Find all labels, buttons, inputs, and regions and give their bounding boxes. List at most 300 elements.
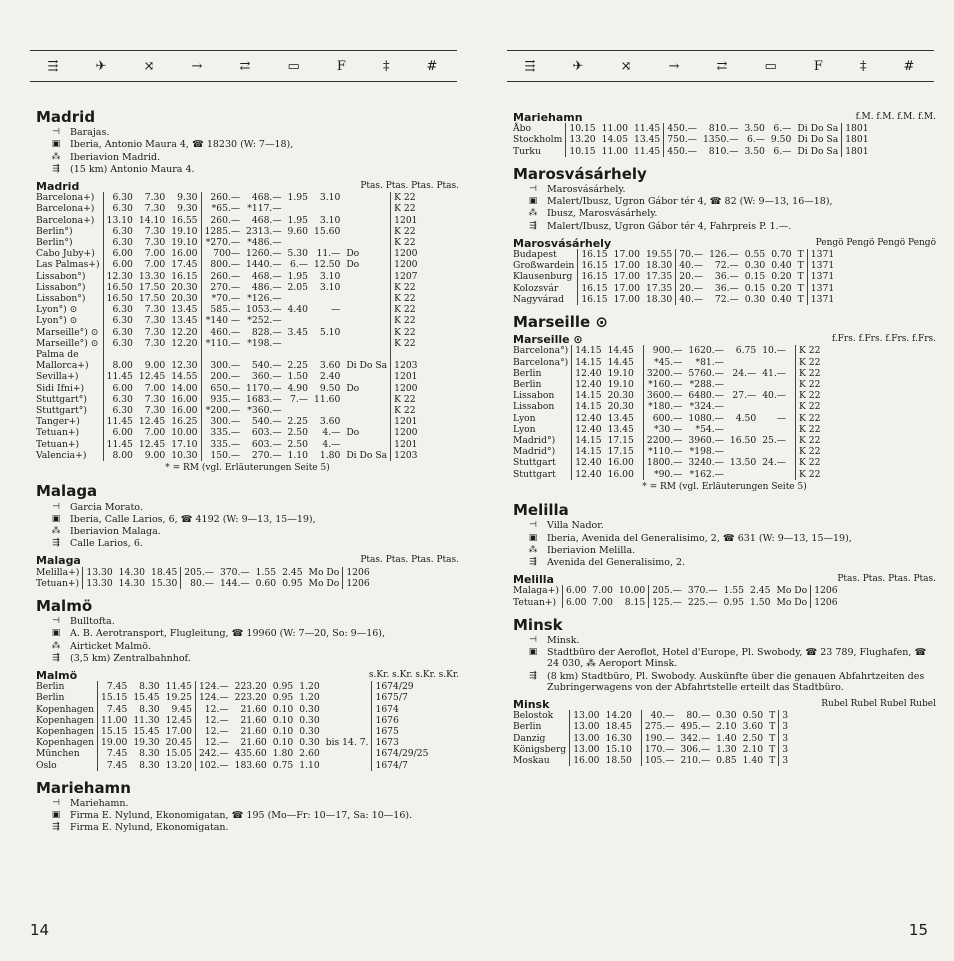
table-cell: 7.00 — [144, 248, 166, 260]
table-row — [36, 304, 421, 315]
table-cell: 1207 — [391, 271, 421, 282]
table-row — [36, 338, 421, 349]
table-cell: 223.20 — [234, 692, 267, 704]
timetable-origin: Marseille ⊙ — [513, 333, 583, 347]
table-cell: 205.— — [181, 567, 217, 578]
table-cell: 486.— — [251, 281, 282, 293]
table-cell: 0.70 — [771, 249, 792, 261]
table-cell: K 22 — [391, 203, 421, 214]
table-cell: Åbo — [513, 123, 532, 135]
right-page — [477, 0, 954, 961]
table-cell — [285, 237, 311, 248]
table-cell: 17.00 — [165, 725, 192, 737]
table-cell: Tetuan+) — [36, 438, 80, 450]
table-row — [513, 733, 791, 744]
table-cell: 1.10 — [299, 759, 320, 771]
table-cell: *70.— — [201, 293, 243, 304]
table-cell: 1053.— — [246, 304, 282, 316]
table-cell — [343, 192, 390, 203]
table-cell — [243, 349, 285, 360]
city-section — [513, 164, 936, 305]
table-cell: 2.40 — [319, 371, 341, 383]
table-cell: K 22 — [391, 327, 421, 338]
table-cell: Kopenhagen — [36, 714, 95, 726]
table-cell: Mallorca+) — [36, 360, 89, 372]
table-cell: 17.35 — [645, 282, 673, 294]
table-cell: 370.— — [219, 566, 250, 578]
table-cell: 11.45 — [103, 439, 136, 450]
table-cell: Kopenhagen — [36, 737, 95, 749]
info-text: (8 km) Stadtbüro, Pl. Swobody. Auskünfte über die genauen Abfahrtzeiten des Zubringerwagens von der Abfahrtstelle erteilt das Stadtbüro. — [547, 670, 925, 693]
table-cell: 0.10 — [272, 703, 294, 715]
city-title: Marseille ⊙ — [513, 313, 608, 332]
table-cell: Mo Do — [308, 577, 340, 589]
info-text: Bulltofta. — [70, 616, 115, 628]
table-cell — [343, 293, 390, 304]
city-section — [513, 501, 936, 608]
table-cell: *198.— — [689, 446, 724, 458]
bus-icon: ⇶ — [52, 822, 60, 833]
table-cell: Kolozsvár — [513, 282, 559, 294]
table-cell: 1170.— — [246, 382, 282, 394]
header-symbol: F — [813, 58, 825, 74]
footnote: * = RM (vgl. Erläuterungen Seite 5) — [165, 463, 330, 474]
table-cell: 7.30 — [144, 393, 166, 405]
table-cell: 460.— — [201, 327, 243, 338]
table-cell — [343, 282, 390, 293]
table-cell — [311, 338, 343, 349]
table-cell — [727, 357, 759, 368]
table-cell: 306.— — [680, 743, 711, 755]
table-cell: 4.40 — [287, 304, 308, 316]
table-cell: 24.— — [762, 457, 786, 469]
table-cell — [343, 215, 390, 226]
table-row — [513, 249, 837, 260]
table-cell: 3.10 — [319, 281, 341, 293]
table-cell: 11.00 — [98, 715, 131, 726]
header-symbol: ⤨ — [620, 58, 634, 74]
table-cell: 15.45 — [133, 692, 160, 704]
table-cell: Di Do Sa — [797, 134, 839, 146]
table-cell: Tetuan+) — [36, 427, 80, 439]
table-cell: 7.45 — [98, 681, 131, 692]
table-cell — [727, 446, 759, 457]
airport-icon: ⊣ — [52, 616, 60, 627]
table-cell: 13.30 — [138, 270, 166, 282]
table-cell: 11.45 — [103, 416, 136, 427]
info-line — [525, 208, 936, 219]
table-cell: Klausenburg — [513, 271, 573, 283]
table-cell: 260.— — [201, 215, 243, 226]
table-cell: *54.— — [695, 423, 724, 435]
table-cell: 19.10 — [171, 237, 198, 249]
airport-icon: ⊣ — [529, 520, 537, 531]
timetable — [513, 710, 791, 766]
table-cell: 450.— — [664, 146, 700, 157]
table-cell: 36.— — [714, 271, 739, 283]
table-cell: 13.00 — [570, 744, 603, 755]
info-line — [525, 221, 936, 232]
table-cell: 14.20 — [605, 710, 632, 722]
table-cell: 242.— — [195, 748, 231, 759]
table-cell: 6.00 — [562, 585, 589, 596]
info-line — [48, 798, 459, 809]
table-cell: 8.30 — [139, 703, 160, 715]
info-text: Malert/Ibusz, Ugron Gábor tér 4, Fahrpreis P. 1.—. — [547, 220, 792, 232]
table-cell: 8.00 — [103, 450, 136, 461]
table-cell: K 22 — [796, 457, 824, 468]
table-cell: K 22 — [796, 469, 824, 480]
table-cell: 7.00 — [144, 259, 166, 271]
footnote: * = RM (vgl. Erläuterungen Seite 5) — [642, 481, 807, 492]
table-cell: 7.30 — [144, 192, 166, 204]
timetable-origin: Malmö — [36, 668, 78, 682]
table-row — [513, 721, 791, 732]
table-cell: 14.15 — [572, 435, 605, 446]
table-cell: *81.— — [695, 356, 724, 368]
table-cell: 1371 — [807, 283, 837, 294]
table-row — [36, 215, 421, 226]
table-cell: T — [769, 732, 776, 744]
table-cell: 14.30 — [118, 577, 145, 589]
table-cell: 183.60 — [234, 759, 267, 771]
table-row — [513, 390, 823, 401]
table-row — [36, 248, 421, 259]
table-cell: 3.45 — [287, 326, 308, 338]
table-cell: K 22 — [391, 293, 421, 304]
table-cell: 6.75 — [735, 345, 757, 357]
table-cell: Lissabon°) — [36, 293, 86, 305]
table-cell: 3 — [779, 710, 791, 721]
table-cell: 17.00 — [613, 271, 640, 283]
timetable-title — [513, 334, 936, 345]
table-cell: Berlin — [513, 367, 542, 379]
table-cell: bis 14. 7. — [325, 737, 369, 749]
table-cell: Do — [346, 259, 360, 271]
table-cell: 17.10 — [171, 438, 198, 450]
table-cell: 12.45 — [165, 714, 192, 726]
timetable — [36, 681, 431, 771]
table-cell: *110.— — [643, 446, 685, 457]
table-cell — [727, 469, 759, 480]
table-cell: 16.15 — [171, 270, 198, 282]
table-cell: 16.00 — [607, 457, 634, 469]
table-cell: 8.30 — [139, 759, 160, 771]
table-cell: Berlin — [513, 379, 542, 391]
table-cell: 435.60 — [234, 748, 267, 760]
table-cell — [343, 371, 390, 382]
table-cell: 1206 — [343, 578, 373, 589]
table-cell: Marseille°) ⊙ — [36, 326, 99, 338]
table-cell: T — [797, 293, 804, 305]
table-cell: 828.— — [251, 326, 282, 338]
table-cell: 7.00 — [144, 382, 166, 394]
table-row — [36, 203, 421, 214]
table-cell: 13.45 — [633, 134, 661, 146]
table-row — [36, 681, 431, 692]
table-cell — [103, 349, 136, 360]
table-cell — [343, 203, 390, 214]
table-cell: 6.00 — [103, 248, 136, 259]
table-cell: 19.10 — [171, 225, 198, 237]
table-row — [513, 413, 823, 424]
table-cell: 1206 — [811, 597, 841, 608]
table-cell: *270.— — [201, 237, 243, 248]
table-row — [36, 715, 431, 726]
timetable — [36, 192, 421, 461]
table-cell: 0.20 — [771, 271, 792, 283]
table-cell: K 22 — [796, 368, 824, 379]
table-cell: K 22 — [391, 338, 421, 349]
table-cell: 14.15 — [572, 357, 605, 368]
table-cell: 16.00 — [171, 393, 198, 405]
table-cell: 7.00 — [592, 585, 613, 597]
info-text: Iberiavion Melilla. — [547, 544, 636, 556]
table-cell: 144.— — [219, 577, 250, 589]
office-icon: ▣ — [528, 196, 538, 207]
table-cell: 16.00 — [570, 755, 603, 766]
airline-icon: ⁂ — [528, 208, 538, 219]
table-cell — [323, 692, 372, 703]
table-cell — [285, 203, 311, 214]
timetable-origin: Mariehamn — [513, 111, 583, 124]
table-cell: 125.— — [649, 597, 685, 608]
info-line — [525, 647, 936, 669]
table-cell: 6.30 — [103, 226, 136, 237]
table-cell: 11.45 — [103, 371, 136, 382]
header-symbol: ⤨ — [143, 58, 157, 74]
table-cell — [727, 424, 759, 435]
table-cell: 7.45 — [98, 704, 131, 715]
table-row — [36, 259, 421, 270]
table-cell: 0.15 — [744, 271, 766, 283]
table-cell: 205.— — [649, 585, 685, 596]
city-section — [36, 596, 459, 771]
table-cell — [323, 681, 372, 692]
table-cell: 11.00 — [601, 145, 628, 157]
table-cell: 12.40 — [572, 379, 605, 390]
table-cell: 603.— — [251, 438, 282, 450]
table-cell: *126.— — [247, 293, 282, 305]
table-cell: 13.45 — [607, 412, 634, 424]
table-cell: 16.30 — [605, 732, 632, 744]
table-cell: 1371 — [807, 249, 837, 260]
table-cell: *90.— — [643, 469, 685, 480]
table-row — [36, 748, 431, 759]
header-symbol: → — [668, 58, 682, 74]
timetable — [513, 585, 841, 607]
info-text: Firma E. Nylund, Ekonomigatan. — [70, 822, 229, 834]
airport-icon: ⊣ — [52, 797, 60, 808]
table-cell: 126.— — [709, 249, 739, 261]
table-cell: 1674/29/25 — [372, 748, 431, 759]
table-cell: 13.30 — [83, 567, 116, 578]
table-cell: Barcelona°) — [513, 345, 569, 357]
table-cell: *360.— — [247, 405, 282, 417]
table-cell: Marseille°) ⊙ — [36, 337, 99, 349]
table-cell: 0.95 — [272, 681, 294, 693]
table-cell — [311, 203, 343, 214]
table-cell: 19.10 — [607, 379, 634, 391]
table-cell: 7.30 — [144, 315, 166, 327]
table-cell: 9.00 — [144, 360, 166, 372]
info-line — [525, 635, 936, 646]
table-row — [36, 293, 421, 304]
timetable-title — [36, 670, 459, 681]
table-cell: *324.— — [689, 401, 724, 413]
table-cell: 1.95 — [287, 192, 308, 204]
table-cell: Di Do Sa — [797, 123, 839, 135]
table-cell: 1.40 — [742, 754, 764, 766]
info-line — [525, 533, 936, 544]
table-row — [513, 379, 823, 390]
table-cell: Lissabon°) — [36, 270, 86, 282]
table-cell: T — [797, 282, 804, 294]
currency-header: s.Kr. s.Kr. s.Kr. s.Kr. — [368, 669, 459, 680]
table-cell: 7.30 — [144, 326, 166, 338]
currency-header: f.Frs. f.Frs. f.Frs. f.Frs. — [831, 334, 936, 345]
table-row — [36, 726, 431, 737]
table-cell: 72.— — [714, 260, 739, 272]
table-cell: Lyon°) ⊙ — [36, 304, 78, 316]
table-cell: 1260.— — [246, 248, 282, 260]
table-cell: 10.00 — [171, 427, 198, 439]
table-cell: 9.00 — [144, 449, 166, 461]
table-cell: 13.20 — [165, 759, 192, 771]
column-header-symbols — [30, 50, 457, 82]
table-cell: 17.00 — [613, 249, 640, 261]
table-cell: 3200.— — [643, 368, 685, 379]
table-cell: 4.90 — [287, 382, 308, 394]
table-cell: 7.30 — [144, 225, 166, 237]
table-cell: *200.— — [201, 405, 243, 416]
table-cell: K 22 — [796, 345, 824, 356]
table-cell: 12.— — [195, 726, 231, 737]
info-line — [48, 641, 459, 652]
table-cell: 13.45 — [171, 304, 198, 316]
table-cell: 150.— — [201, 450, 243, 461]
info-text: (3,5 km) Zentralbahnhof. — [70, 652, 191, 664]
table-cell: T — [769, 743, 776, 755]
table-cell: 1683.— — [246, 393, 282, 405]
table-cell: 11.45 — [165, 681, 192, 693]
table-cell: 6.— — [746, 134, 765, 146]
table-cell: Sevilla+) — [36, 371, 79, 383]
table-cell: 2.50 — [287, 438, 308, 450]
table-cell: 0.95 — [272, 692, 294, 704]
table-cell: 3.60 — [319, 360, 341, 372]
table-cell: 12.20 — [171, 326, 198, 338]
info-text: (15 km) Antonio Maura 4. — [70, 163, 195, 175]
table-cell: K 22 — [796, 446, 824, 457]
bus-icon: ⇶ — [529, 220, 537, 231]
table-cell: 810.— — [708, 123, 739, 135]
table-cell: 7.30 — [144, 203, 166, 215]
table-cell: 1440.— — [246, 259, 282, 271]
timetable-title — [513, 574, 936, 585]
table-cell: 17.00 — [613, 282, 640, 294]
table-cell — [311, 349, 343, 360]
table-cell — [311, 315, 343, 326]
table-cell: K 22 — [391, 226, 421, 237]
table-row — [513, 446, 823, 457]
table-cell: *30 — — [643, 424, 685, 435]
table-cell: 335.— — [201, 439, 243, 450]
table-cell: 2.50 — [742, 732, 764, 744]
table-cell: 1371 — [807, 271, 837, 282]
info-text: Iberia, Antonio Maura 4, ☎ 18230 (W: 7—18), — [70, 139, 294, 151]
header-symbol: ⇶ — [47, 58, 61, 74]
table-cell: 0.10 — [272, 714, 294, 726]
info-text: Mariehamn. — [70, 797, 129, 809]
table-cell: 0.85 — [716, 754, 737, 766]
table-cell: 16.50 — [103, 293, 136, 304]
table-cell: *117.— — [247, 203, 282, 215]
table-cell: 4.— — [322, 427, 341, 439]
table-cell: 1350.— — [702, 134, 739, 146]
table-cell: 6.30 — [103, 394, 136, 405]
table-cell: 0.55 — [744, 249, 766, 261]
info-line — [48, 526, 459, 537]
table-cell: 13.00 — [570, 733, 603, 744]
table-cell: 16.50 — [103, 282, 136, 293]
table-cell — [285, 315, 311, 326]
table-cell: 6.30 — [103, 203, 136, 214]
table-cell: 6.— — [773, 145, 792, 157]
table-cell: 260.— — [201, 271, 243, 282]
table-row — [513, 469, 823, 480]
table-cell — [727, 379, 759, 390]
table-cell: 41.— — [762, 367, 786, 379]
table-row — [36, 450, 421, 461]
table-cell — [759, 446, 789, 457]
table-cell: *45.— — [643, 357, 685, 368]
table-cell: 1.50 — [749, 596, 771, 608]
table-cell — [323, 760, 372, 771]
table-cell: 7.30 — [144, 304, 166, 316]
info-line — [48, 127, 459, 138]
table-cell: 170.— — [641, 744, 677, 755]
office-icon: ▣ — [528, 532, 538, 543]
table-cell: Lyon — [513, 423, 536, 435]
timetable — [513, 345, 823, 479]
table-row — [513, 283, 837, 294]
table-cell: 6.— — [290, 259, 308, 271]
city-title: Marosvásárhely — [513, 164, 647, 183]
currency-header: Ptas. Ptas. Ptas. Ptas. — [837, 574, 936, 585]
info-text: Iberiavion Malaga. — [70, 525, 161, 537]
info-line — [525, 196, 936, 207]
table-cell: 19.55 — [645, 249, 673, 261]
table-cell — [343, 315, 390, 326]
table-cell: Berlin°) — [36, 237, 73, 249]
timetable — [36, 567, 373, 589]
table-cell: 18.45 — [150, 566, 178, 578]
table-cell: 1674/7 — [372, 760, 431, 771]
table-cell: Do — [346, 427, 360, 439]
table-cell: *198.— — [247, 337, 282, 349]
table-cell: 1673 — [372, 737, 431, 748]
table-cell: 17.15 — [607, 446, 634, 458]
table-cell: 16.00 — [171, 405, 198, 417]
table-cell: Lyon — [513, 412, 536, 424]
table-cell: 1.30 — [716, 743, 737, 755]
table-cell: 0.60 — [255, 577, 277, 589]
table-cell: 12.40 — [572, 424, 605, 435]
table-cell — [311, 237, 343, 248]
info-text: Iberiavion Madrid. — [70, 151, 161, 163]
table-cell: 19.30 — [133, 737, 160, 749]
